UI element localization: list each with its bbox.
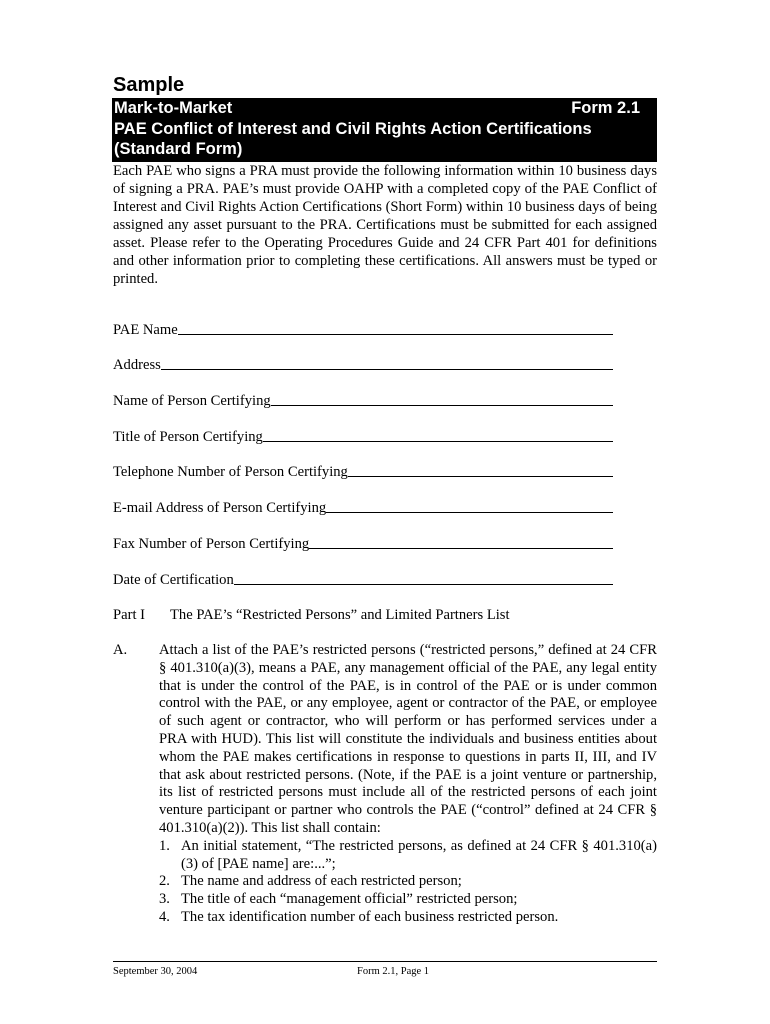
list-item [159, 873, 657, 891]
person-name-field[interactable] [113, 374, 613, 410]
blank-line[interactable] [234, 583, 613, 585]
field-label: Name of Person Certifying [113, 393, 271, 410]
list-item [159, 909, 657, 927]
part-title: The PAE’s “Restricted Persons” and Limited Partners List [170, 607, 510, 623]
section-a [113, 642, 657, 927]
telephone-field[interactable] [113, 446, 613, 482]
footer-divider [113, 961, 657, 962]
field-label: Telephone Number of Person Certifying [113, 464, 348, 481]
footer-page-number: Form 2.1, Page 1 [357, 966, 430, 977]
field-label: PAE Name [113, 321, 178, 338]
title-banner [112, 98, 657, 162]
list-number: 3. [159, 891, 170, 908]
address-field[interactable] [113, 339, 613, 375]
blank-line[interactable] [326, 511, 613, 513]
list-text: The tax identification number of each business restricted person. [181, 908, 559, 925]
requirements-list [159, 838, 657, 927]
blank-line[interactable] [263, 440, 613, 442]
list-number: 2. [159, 873, 170, 890]
list-text: The name and address of each restricted person; [181, 873, 462, 890]
list-number: 4. [159, 908, 170, 925]
blank-line[interactable] [309, 547, 613, 549]
list-item [159, 838, 657, 874]
pae-name-field[interactable] [113, 303, 613, 339]
footer-date: September 30, 2004 [113, 966, 198, 977]
section-a-text: Attach a list of the PAE’s restricted persons (“restricted persons,” defined at 24 CFR § 401.310(a)(3), means a PAE, any management official of the PAE, any legal entity that is under the control of the PAE, is in control of the PAE or is under common control with the PAE, or any employee, agent or contractor of the PAE, or employee of such agent or contractor, who will perform or has performed services under a PRA with HUD). This list will constitute the individuals and business entities about whom the PAE makes certifications in response to questions in parts II, III, and IV that ask about restricted persons. (Note, if the PAE is a joint venture or partnership, its list of restricted persons must include all of the restricted persons of each joint venture participant or partner who controls the PAE (“control” defined at 24 CFR § 401.310(a)(2)). This list shall contain: [159, 642, 657, 836]
list-text: The title of each “management official” restricted person; [181, 891, 518, 908]
person-title-field[interactable] [113, 410, 613, 446]
field-label: Fax Number of Person Certifying [113, 535, 310, 552]
field-label: Date of Certification [113, 571, 234, 588]
blank-line[interactable] [161, 368, 613, 370]
fax-field[interactable] [113, 517, 613, 553]
sample-label: Sample [113, 74, 185, 96]
intro-paragraph: Each PAE who signs a PRA must provide the following information within 10 business days of signing a PRA. PAE’s must provide OAHP with a completed copy of the PAE Conflict of Interest and Civil Rights Action Certifications (Short Form) within 10 business days of being assigned any asset pursuant to the PRA. Certifications must be submitted for each assigned asset. Please refer to the Operating Procedures Guide and 24 CFR Part 401 for definitions and other information prior to completing these certifications. All answers must be typed or printed. [113, 163, 657, 287]
blank-line[interactable] [178, 333, 613, 335]
date-field[interactable] [113, 553, 613, 589]
form-number: Form 2.1 [571, 99, 640, 117]
list-number: 1. [159, 837, 170, 854]
section-letter: A. [113, 642, 128, 658]
title-left: Mark-to-Market [114, 99, 233, 117]
form-title: PAE Conflict of Interest and Civil Rights Action Certifications [114, 119, 592, 138]
part-heading [113, 607, 510, 624]
field-label: Title of Person Certifying [113, 428, 263, 445]
field-label: E-mail Address of Person Certifying [113, 500, 327, 517]
title-row [114, 98, 640, 119]
list-text: An initial statement, “The restricted persons, as defined at 24 CFR § 401.310(a)(3) of [PAE name] are:...”; [181, 837, 657, 872]
field-label: Address [113, 357, 161, 374]
list-item [159, 891, 657, 909]
email-field[interactable] [113, 481, 613, 517]
certification-fields [113, 303, 613, 589]
part-number: Part I [113, 607, 146, 623]
form-subtitle: (Standard Form) [114, 140, 243, 158]
blank-line[interactable] [271, 404, 613, 406]
blank-line[interactable] [348, 475, 613, 477]
